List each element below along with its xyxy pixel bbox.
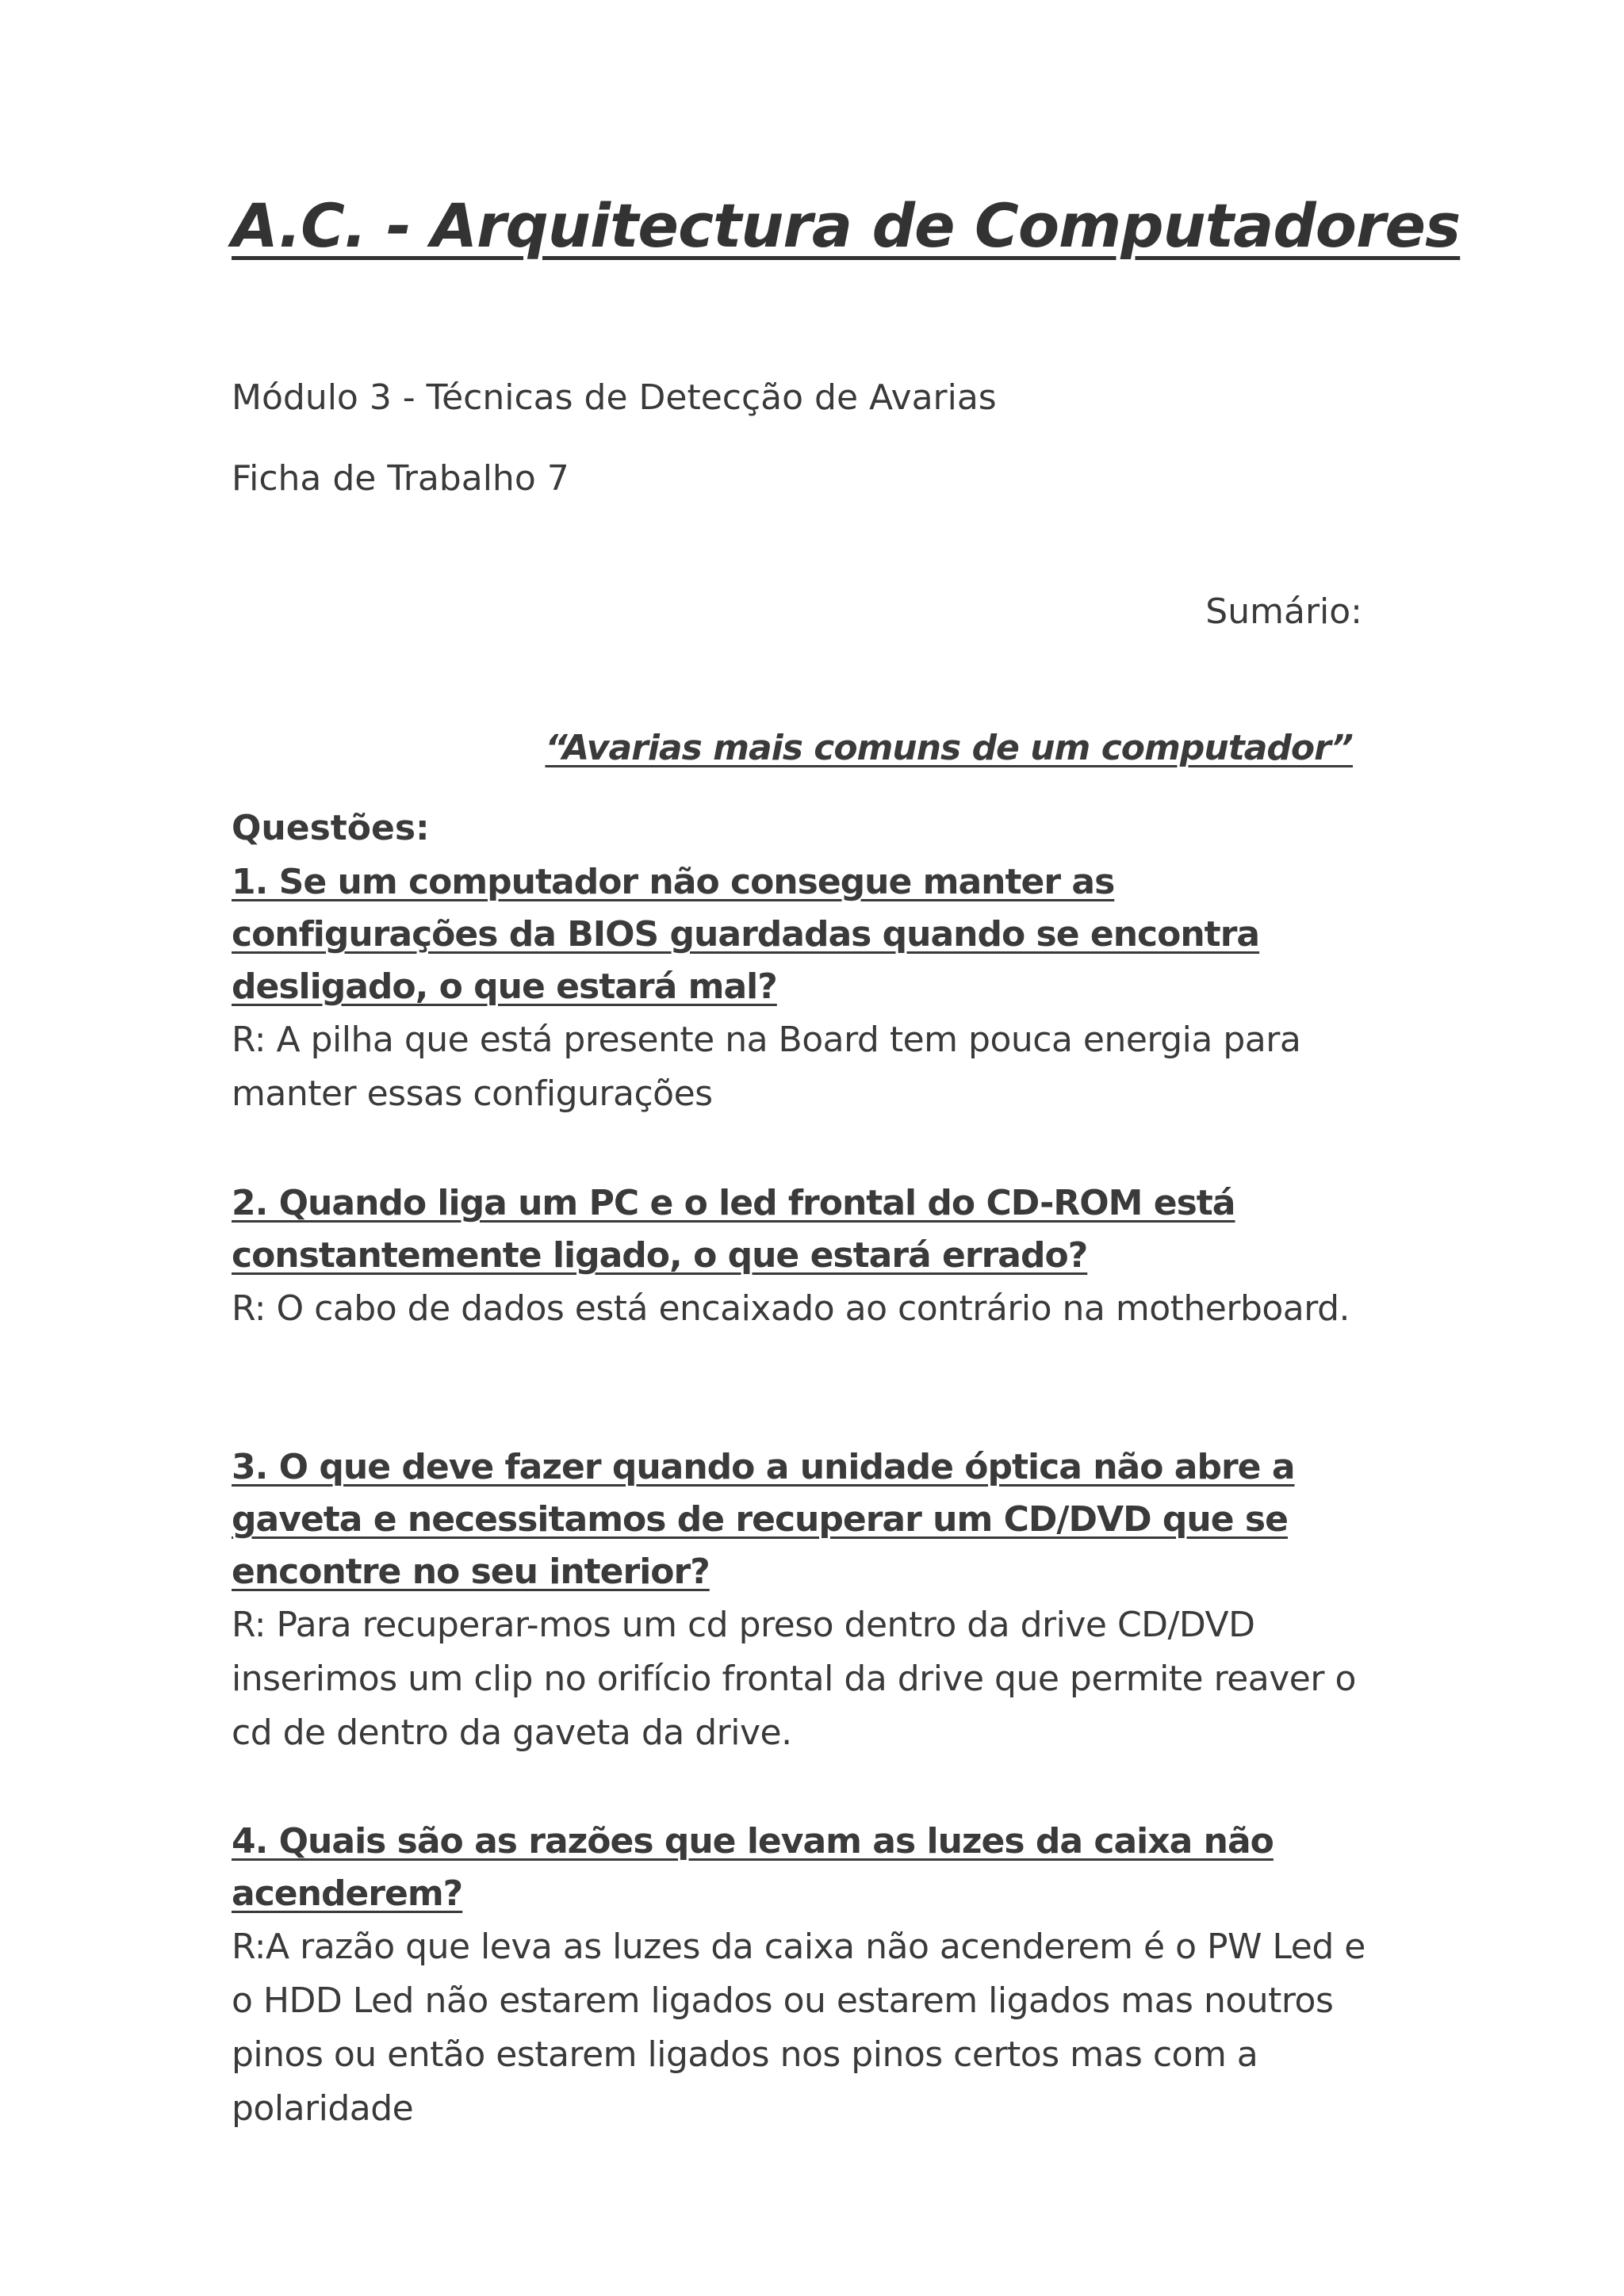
- worksheet-line: Ficha de Trabalho 7: [232, 458, 569, 499]
- question-text: 1. Se um computador não consegue manter as configurações da BIOS guardadas quando se encontra desligado, o que estará mal?: [232, 862, 1260, 1007]
- answer-text: R: A pilha que está presente na Board tem pouca energia para manter essas configurações: [232, 1020, 1301, 1114]
- question-block-4: [232, 1816, 1389, 2136]
- question-block-1: [232, 856, 1389, 1121]
- answer-text: R:A razão que leva as luzes da caixa não acenderem é o PW Led e o HDD Led não estarem ligados ou estarem ligados mas noutros pinos ou então estarem ligados nos pinos certos mas com a polaridade: [232, 1927, 1365, 2129]
- question-block-3: [232, 1441, 1389, 1760]
- module-line: Módulo 3 - Técnicas de Detecção de Avarias: [232, 377, 997, 418]
- question-text: 4. Quais são as razões que levam as luzes da caixa não acenderem?: [232, 1821, 1274, 1914]
- summary-text: “Avarias mais comuns de um computador”: [545, 728, 1353, 768]
- question-text: 2. Quando liga um PC e o led frontal do CD-ROM está constantemente ligado, o que estará errado?: [232, 1183, 1235, 1276]
- summary-label: Sumário:: [1205, 591, 1362, 632]
- answer-text: R: Para recuperar-mos um cd preso dentro da drive CD/DVD inserimos um clip no orifício frontal da drive que permite reaver o cd de dentro da gaveta da drive.: [232, 1605, 1356, 1753]
- question-block-2: [232, 1177, 1389, 1336]
- answer-text: R: O cabo de dados está encaixado ao contrário na motherboard.: [232, 1288, 1350, 1329]
- questions-heading: Questões:: [232, 808, 430, 848]
- question-text: 3. O que deve fazer quando a unidade óptica não abre a gaveta e necessitamos de recuperar um CD/DVD que se encontre no seu interior?: [232, 1447, 1295, 1592]
- document-title: A.C. - Arquitectura de Computadores: [232, 190, 1461, 261]
